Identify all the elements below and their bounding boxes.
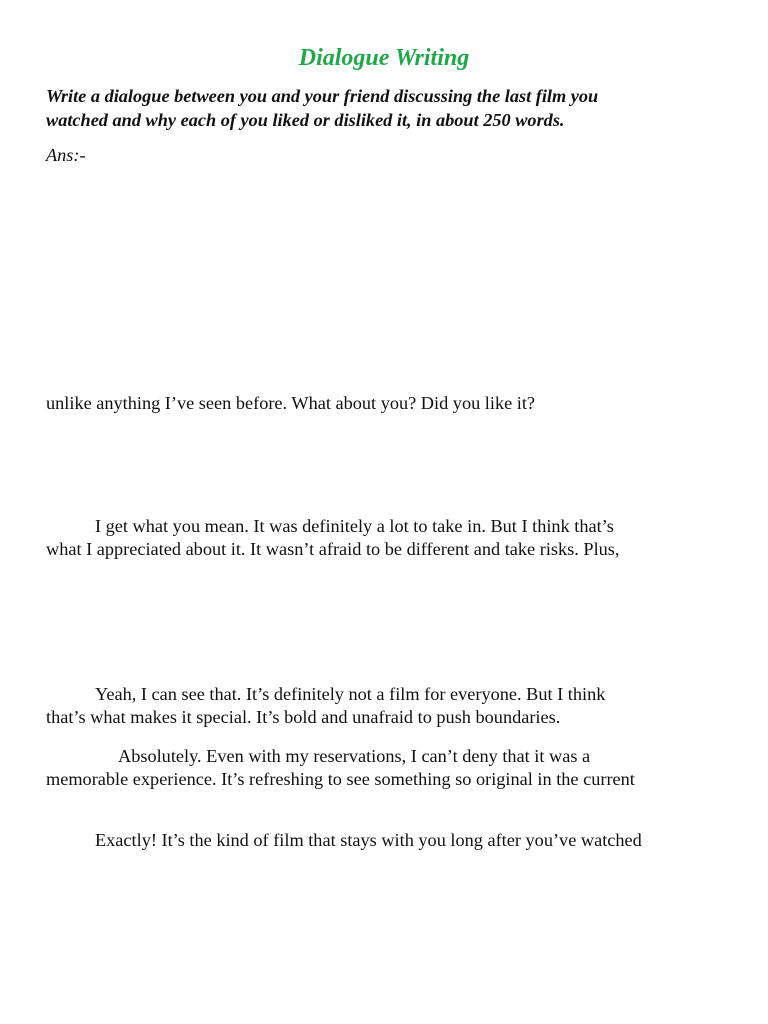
question-line-2: watched and why each of you liked or disliked it, in about 250 words. [46,110,565,130]
dialogue-line: I get what you mean. It was definitely a lot to take in. But I think that’s [95,516,614,536]
page-title: Dialogue Writing [298,45,470,71]
dialogue-line: Yeah, I can see that. It’s definitely not a film for everyone. But I think [95,684,606,704]
dialogue-line: Exactly! It’s the kind of film that stays with you long after you’ve watched [95,830,642,850]
dialogue-line: memorable experience. It’s refreshing to see something so original in the current [46,769,635,789]
answer-label: Ans:- [46,145,86,165]
dialogue-line: unlike anything I’ve seen before. What about you? Did you like it? [46,393,536,413]
dialogue-line: that’s what makes it special. It’s bold and unafraid to push boundaries. [46,707,561,727]
dialogue-line: Absolutely. Even with my reservations, I can’t deny that it was a [118,746,591,766]
question-line-1: Write a dialogue between you and your friend discussing the last film you [46,86,599,106]
question-prompt [46,84,736,132]
dialogue-line: what I appreciated about it. It wasn’t afraid to be different and take risks. Plus, [46,539,620,559]
